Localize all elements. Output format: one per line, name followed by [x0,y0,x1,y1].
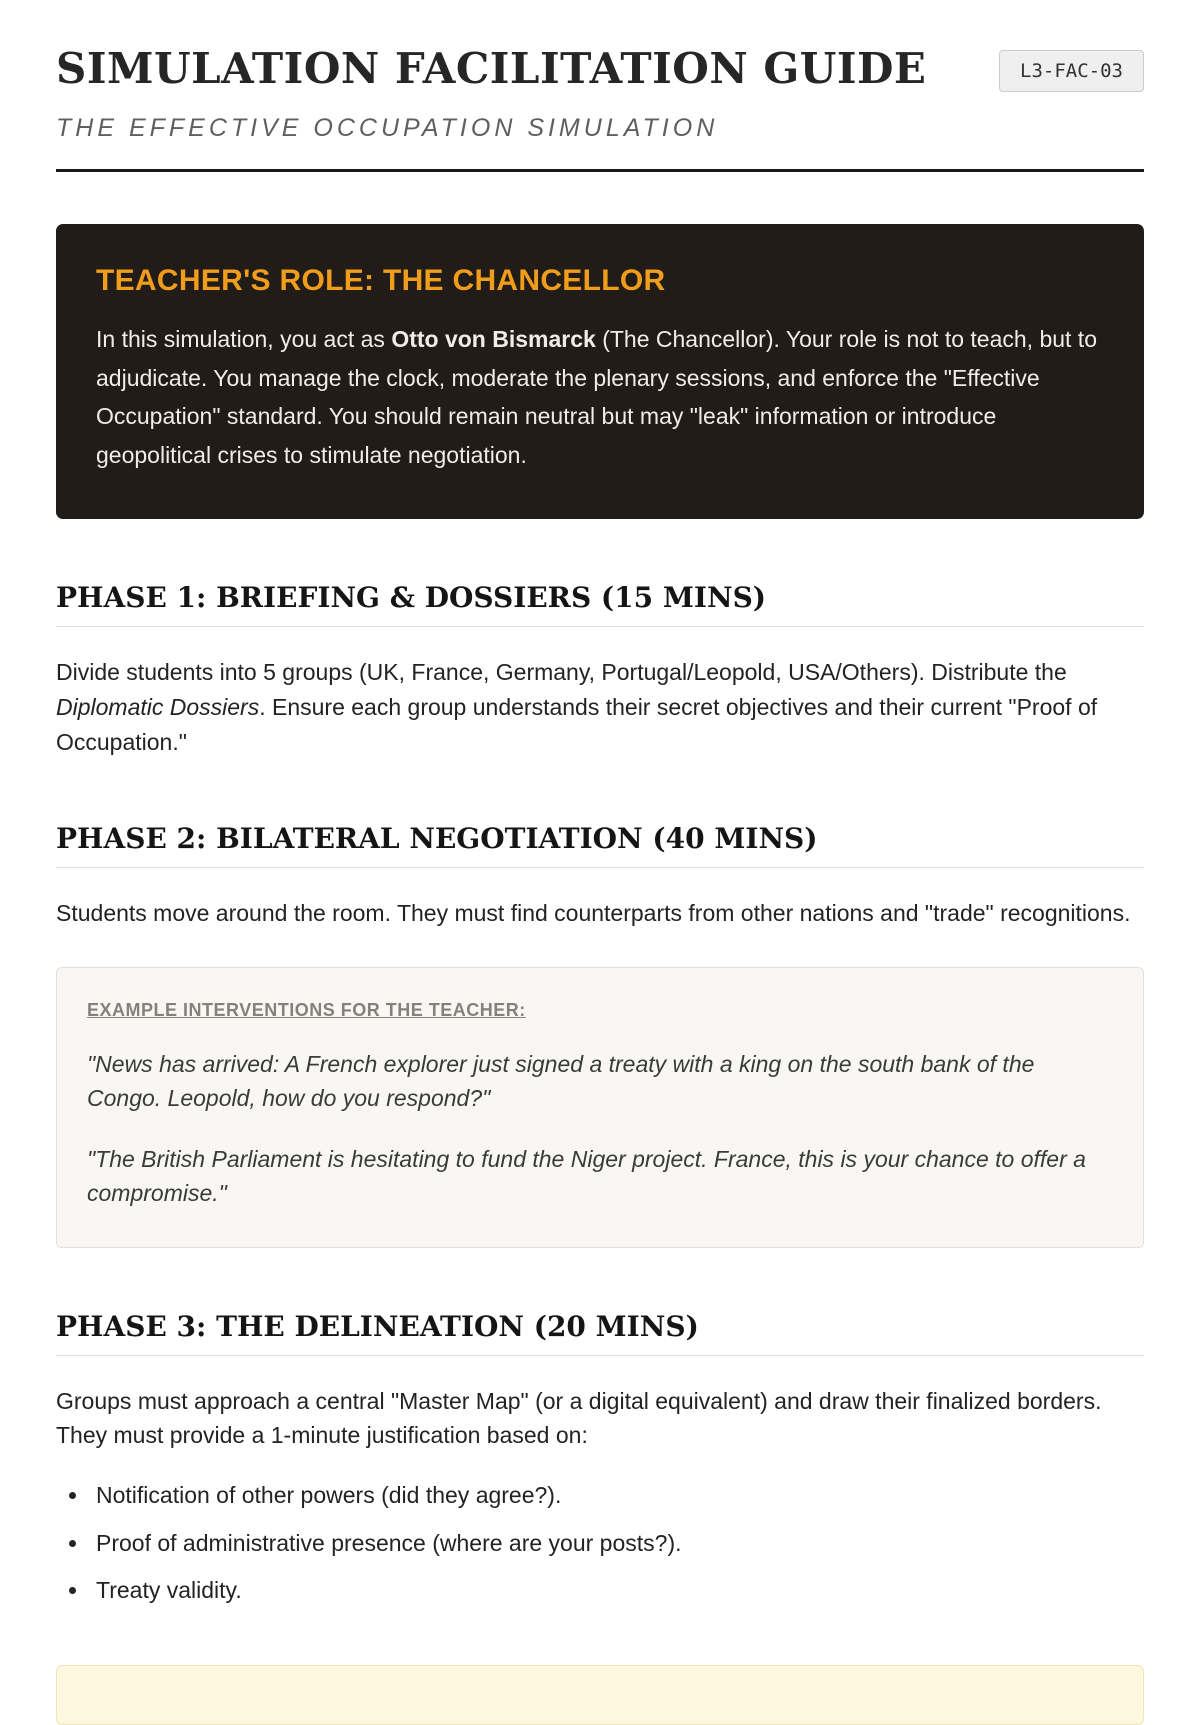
phase-3-text: Groups must approach a central "Master Map" (or a digital equivalent) and draw their finalized borders. They must provide a 1-minute justification based on: [56,1387,1102,1449]
doc-code-badge: L3-FAC-03 [999,50,1144,92]
text-segment: In this simulation, you act as [96,326,392,353]
list-item: • Proof of administrative presence (where are your posts?). [90,1527,1144,1560]
phase-2-text: Students move around the room. They must find counterparts from other nations and "trade" recognitions. [56,899,1131,926]
text-segment: Divide students into 5 groups (UK, France, Germany, Portugal/Leopold, USA/Others). Distribute the [56,658,1067,685]
document-header [56,46,1144,92]
phase-1-heading: PHASE 1: BRIEFING & DOSSIERS (15 MINS) [56,581,1144,627]
phase-3-list [56,1479,1144,1607]
phase-1-text [56,655,1144,760]
interventions-box [56,967,1144,1248]
text-segment: . Ensure each group understands their secret objectives and their current "Proof of Occupation." [56,693,1098,755]
teacher-role-heading: TEACHER'S ROLE: THE CHANCELLOR [96,264,666,298]
intervention-quote: "News has arrived: A French explorer just signed a treaty with a king on the south bank of the Congo. Leopold, how do you respond?" [87,1050,1035,1111]
dossiers-italic-text: Diplomatic Dossiers [56,693,260,720]
phase-1-section [56,581,1144,760]
phase-3-heading: PHASE 3: THE DELINEATION (20 MINS) [56,1310,1144,1356]
page-title: SIMULATION FACILITATION GUIDE [56,44,927,93]
list-item: • Treaty validity. [90,1574,1144,1607]
text-segment: (The Chancellor). Your role is not to teach, but to adjudicate. You manage the clock, moderate the plenary sessions, and enforce the "Effective Occupation" standard. You should remain neutral but may "leak" information or introduce geopolitical crises to stimulate negotiation. [96,326,1097,469]
phase-3-section [56,1310,1144,1608]
teacher-role-callout [56,224,1144,519]
footer-note-partial [56,1665,1144,1725]
header-divider [56,169,1144,172]
phase-2-section [56,822,1144,1248]
teacher-role-text [96,320,1100,475]
intervention-quote: "The British Parliament is hesitating to fund the Niger project. France, this is your chance to offer a compromise." [87,1145,1086,1206]
page-subtitle: THE EFFECTIVE OCCUPATION SIMULATION [56,114,719,143]
interventions-heading: EXAMPLE INTERVENTIONS FOR THE TEACHER: [87,999,526,1020]
bismarck-bold-text: Otto von Bismarck [391,326,596,353]
list-item: • Notification of other powers (did they agree?). [90,1479,1144,1512]
phase-2-heading: PHASE 2: BILATERAL NEGOTIATION (40 MINS) [56,822,1144,868]
